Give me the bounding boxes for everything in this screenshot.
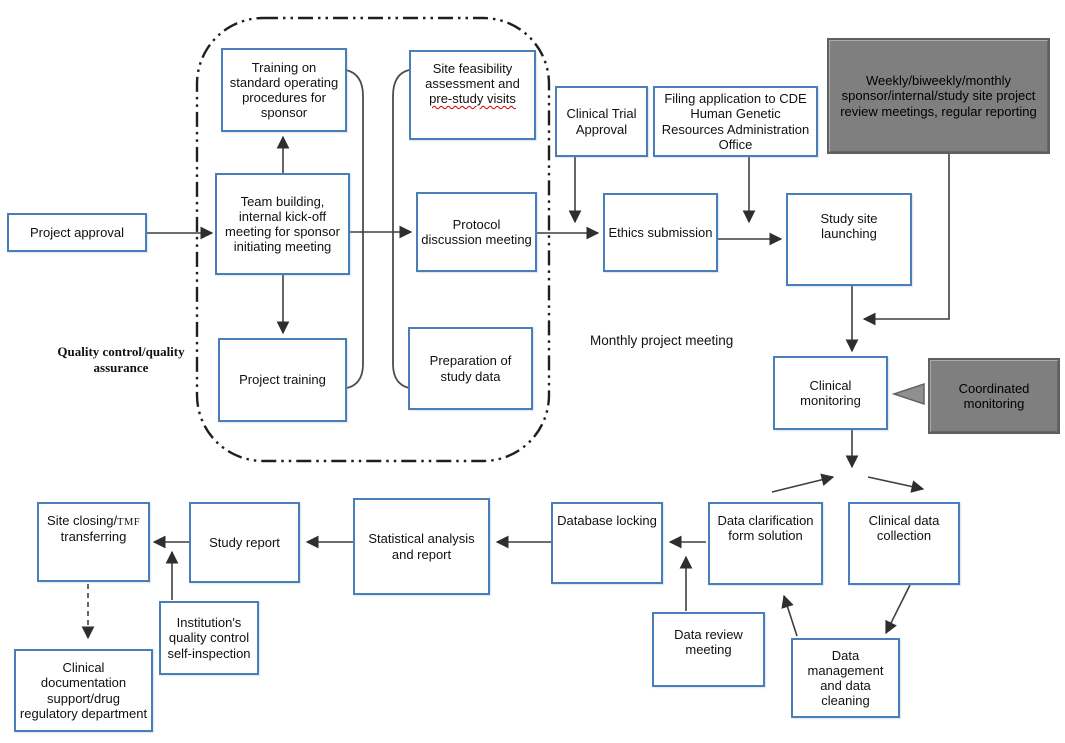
box-label: Preparation of study data — [429, 353, 512, 384]
box-project-training — [218, 338, 347, 422]
box-label — [42, 513, 145, 544]
box-label: Database locking — [557, 513, 657, 528]
callout-coordinated-monitoring — [928, 358, 1060, 434]
box-label: Data management and data cleaning — [807, 647, 884, 709]
box-label: Coordinated monitoring — [958, 380, 1030, 411]
box-label-text: Site closing/ — [47, 513, 118, 528]
arrow-management-to-clarification — [784, 596, 797, 636]
bracket-right — [393, 70, 409, 388]
box-preparation-study-data — [408, 327, 533, 410]
box-label: Project training — [239, 372, 326, 388]
box-label: Clinical documentation support/drug regulatory department — [19, 660, 148, 721]
tmf-serif-text: TMF — [117, 517, 140, 528]
box-data-review-meeting — [652, 612, 765, 687]
box-data-management — [791, 638, 900, 718]
box-team-building — [215, 173, 350, 275]
box-statistical-analysis — [353, 498, 490, 595]
monthly-meeting-label: Monthly project meeting — [590, 333, 734, 348]
box-database-locking — [551, 502, 663, 584]
arrow-collection-to-management — [886, 585, 910, 633]
box-clinical-trial-approval — [555, 86, 648, 157]
box-institutions-qc — [159, 601, 259, 675]
box-site-feasibility — [409, 50, 536, 140]
box-label: Protocol discussion meeting — [421, 216, 532, 247]
box-data-clarification — [708, 502, 823, 585]
box-site-closing — [37, 502, 150, 582]
box-label-text: transferring — [60, 529, 127, 545]
box-training-sop — [221, 48, 347, 132]
box-clinical-data-collection — [848, 502, 960, 585]
box-label: Ethics submission — [608, 224, 713, 240]
callout-weekly-meetings — [827, 38, 1050, 154]
box-label: Team building, internal kick-off meeting for sponsor initiating meeting — [225, 193, 340, 255]
box-label-text: Site feasibility assessment and — [425, 61, 520, 92]
box-protocol-discussion — [416, 192, 537, 272]
box-clinical-documentation — [14, 649, 153, 732]
box-study-site-launching — [786, 193, 912, 286]
box-label: Study report — [209, 534, 280, 550]
box-label: Weekly/biweekly/monthly sponsor/internal/study site project review meetings, regular reporting — [840, 73, 1037, 119]
box-label: Clinical data collection — [868, 513, 940, 544]
spellcheck-underlined-text: pre-study visits — [429, 91, 516, 107]
box-label: Training on standard operating procedures for sponsor — [229, 59, 339, 121]
box-label: Filing application to CDE Human Genetic Resources Administration Office — [661, 91, 810, 152]
box-label: Institution's quality control self-inspection — [167, 615, 251, 661]
arrow-junction-to-collection — [868, 477, 923, 489]
box-study-report — [189, 502, 300, 583]
box-label: Data clarification form solution — [717, 513, 814, 544]
box-filing-application — [653, 86, 818, 157]
box-label: Statistical analysis and report — [368, 531, 475, 562]
box-label: Project approval — [30, 224, 124, 240]
box-label — [414, 61, 531, 106]
arrow-clarification-up-junction — [772, 477, 833, 492]
box-ethics-submission — [603, 193, 718, 272]
left-triangle-pointer — [894, 384, 924, 404]
box-label: Data review meeting — [674, 627, 743, 658]
quality-assurance-label: Quality control/quality assurance — [57, 344, 185, 376]
box-clinical-monitoring — [773, 356, 888, 430]
box-label: Study site launching — [820, 211, 878, 242]
grouping-brackets — [346, 70, 409, 388]
box-label: Clinical Trial Approval — [566, 106, 637, 137]
box-project-approval — [7, 213, 147, 252]
box-label: Clinical monitoring — [800, 377, 861, 408]
